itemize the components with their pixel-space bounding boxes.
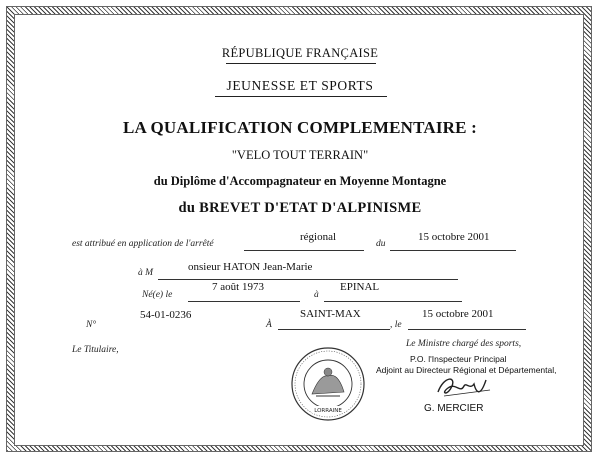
a-m-label: à M [138, 268, 154, 278]
handwritten-signature [430, 372, 500, 402]
ne-label: Né(e) le [142, 290, 173, 300]
a-line [324, 301, 462, 302]
du-value: 15 octobre 2001 [418, 231, 490, 243]
qualification-title: LA QUALIFICATION COMPLEMENTAIRE : [122, 118, 478, 137]
heading-rule-top [226, 63, 376, 64]
diplome-title: du Diplôme d'Accompagnateur en Moyenne Montagne [153, 174, 447, 188]
republique-heading: RÉPUBLIQUE FRANÇAISE [221, 46, 379, 60]
seal-text: LORRAINE [314, 408, 342, 414]
arrete-line [244, 250, 364, 251]
ministre-label: Le Ministre chargé des sports, [406, 339, 522, 349]
adjoint-label: Adjoint au Directeur Régional et Départemental, [376, 365, 557, 375]
heading-rule-bottom [215, 96, 387, 97]
a-m-value: onsieur HATON Jean-Marie [188, 261, 313, 273]
signatory-name: G. MERCIER [424, 403, 484, 414]
official-seal [290, 346, 366, 422]
ne-line [188, 301, 300, 302]
le-line [408, 329, 526, 330]
titulaire-label: Le Titulaire, [72, 345, 119, 355]
arrete-label: est attribué en application de l'arrêté [72, 239, 214, 249]
du-line [390, 250, 516, 251]
ne-value: 7 août 1973 [212, 281, 264, 293]
du-label: du [376, 239, 386, 249]
a-m-line [158, 279, 458, 280]
a2-label: À [266, 320, 272, 330]
a2-value: SAINT-MAX [300, 308, 361, 320]
po-label: P.O. l'Inspecteur Principal [410, 354, 507, 364]
arrete-value: régional [300, 231, 337, 243]
le-value: 15 octobre 2001 [422, 308, 494, 320]
le-label: , le [390, 320, 402, 330]
speciality-title: "VELO TOUT TERRAIN" [231, 148, 369, 162]
a-value: EPINAL [340, 281, 380, 293]
no-value: 54-01-0236 [140, 309, 192, 321]
a2-line [278, 329, 390, 330]
brevet-title: du BREVET D'ETAT D'ALPINISME [178, 200, 422, 216]
ministry-heading: JEUNESSE ET SPORTS [226, 78, 374, 93]
a-label: à [314, 290, 319, 300]
no-label: N° [86, 320, 97, 330]
